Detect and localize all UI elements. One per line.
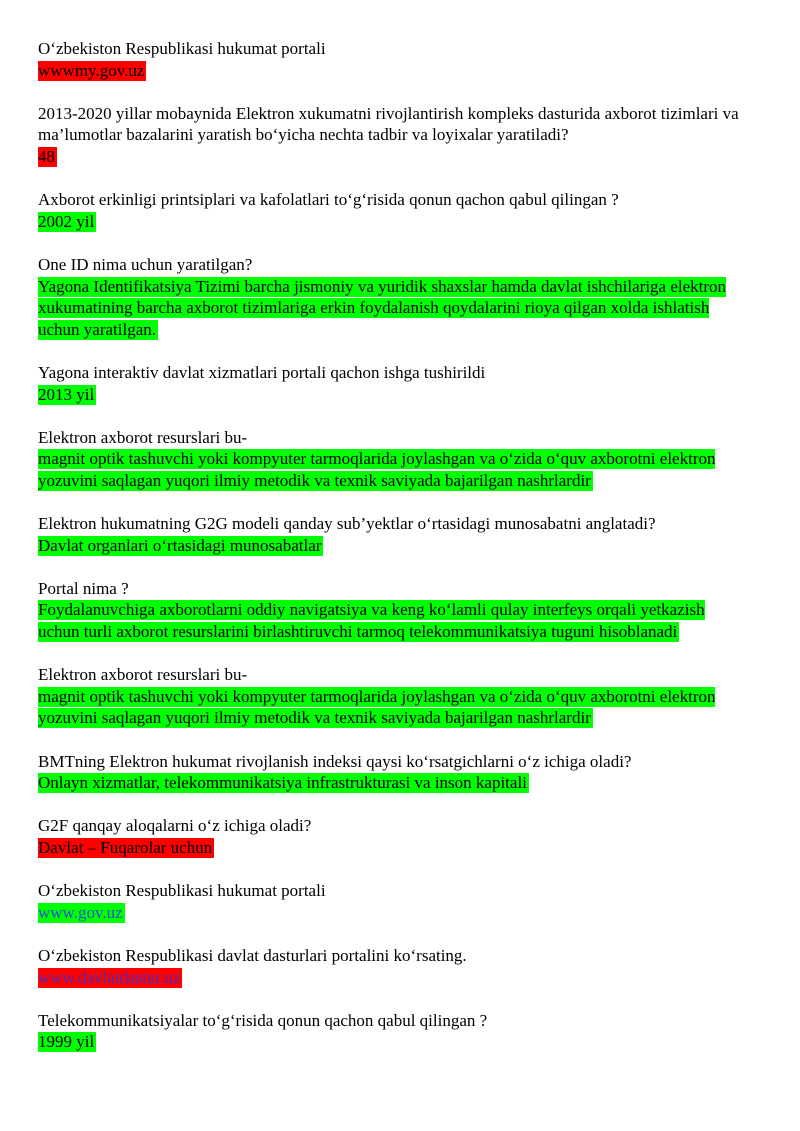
answer-line xyxy=(38,967,740,989)
answer-line xyxy=(38,211,740,233)
answer-text: 1999 yil xyxy=(38,1032,95,1052)
answer-line xyxy=(38,1031,740,1053)
answer-text: 2002 yil xyxy=(38,211,95,231)
answer-line xyxy=(38,599,740,642)
question-text: Elektron hukumatning G2G modeli qanday sub’yektlar o‘rtasidagi munosabatni anglatadi? xyxy=(38,514,656,534)
answer-line xyxy=(38,686,740,729)
qa-item xyxy=(38,664,740,729)
question-text: Elektron axborot resurslari bu- xyxy=(38,665,248,685)
answer-line xyxy=(38,535,740,557)
answer-line xyxy=(38,837,740,859)
question-text: Telekommunikatsiyalar to‘g‘risida qonun qachon qabul qilingan ? xyxy=(38,1010,488,1030)
answer-line xyxy=(38,384,740,406)
question-text: G2F qanqay aloqalarni o‘z ichiga oladi? xyxy=(38,816,312,836)
question-text: Yagona interaktiv davlat xizmatlari portali qachon ishga tushirildi xyxy=(38,362,486,382)
qa-item xyxy=(38,254,740,340)
qa-item xyxy=(38,427,740,492)
answer-line xyxy=(38,276,740,341)
qa-item xyxy=(38,362,740,405)
answer-text: Onlayn xizmatlar, telekommunikatsiya infrastrukturasi va inson kapitali xyxy=(38,773,527,793)
answer-link[interactable]: www.gov.uz xyxy=(38,902,123,922)
qa-item xyxy=(38,880,740,923)
question-text: O‘zbekiston Respublikasi hukumat portali xyxy=(38,881,326,901)
question-text: Portal nima ? xyxy=(38,578,129,598)
qa-item xyxy=(38,945,740,988)
answer-text: 2013 yil xyxy=(38,384,95,404)
answer-text: Davlat – Fuqarolar uchun xyxy=(38,837,213,857)
qa-list xyxy=(38,38,740,1053)
answer-line xyxy=(38,60,740,82)
answer-text: Foydalanuvchiga axborotlarni oddiy navigatsiya va keng ko‘lamli qulay interfeys orqali yetkazish uchun turli axborot resurslarini birlashtiruvchi tarmoq telekommunikatsiya tuguni hisoblanadi xyxy=(38,600,705,642)
qa-item xyxy=(38,815,740,858)
answer-link[interactable]: www.davlatdastur.uz xyxy=(38,967,181,987)
qa-item xyxy=(38,103,740,168)
question-text: 2013-2020 yillar mobaynida Elektron xukumatni rivojlantirish kompleks dasturida axborot tizimlari va ma’lumotlar bazalarini yaratish bo‘yicha nechta tadbir va loyixalar yaratiladi? xyxy=(38,103,739,145)
answer-line xyxy=(38,772,740,794)
answer-text: 48 xyxy=(38,146,55,166)
answer-text: magnit optik tashuvchi yoki kompyuter tarmoqlarida joylashgan va o‘zida o‘quv axborotni elektron yozuvini saqlagan yuqori ilmiy metodik va texnik saviyada bajarilgan nashrlardir xyxy=(38,686,716,728)
answer-text: Davlat organlari o‘rtasidagi munosabatlar xyxy=(38,535,322,555)
answer-text: magnit optik tashuvchi yoki kompyuter tarmoqlarida joylashgan va o‘zida o‘quv axborotni elektron yozuvini saqlagan yuqori ilmiy metodik va texnik saviyada bajarilgan nashrlardir xyxy=(38,449,716,490)
question-text: One ID nima uchun yaratilgan? xyxy=(38,254,253,274)
qa-item xyxy=(38,751,740,794)
answer-line xyxy=(38,146,740,168)
answer-text: Yagona Identifikatsiya Tizimi barcha jismoniy va yuridik shaxslar hamda davlat ishchilariga elektron xukumatining barcha axborot tizimlariga erkin foydalanish qoydalarini rioya qilgan xolda ishlatish uchun yaratilgan. xyxy=(38,276,727,339)
question-text: Axborot erkinligi printsiplari va kafolatlari to‘g‘risida qonun qachon qabul qilingan ? xyxy=(38,190,619,210)
answer-line xyxy=(38,448,740,491)
answer-text: wwwmy.gov.uz xyxy=(38,60,145,80)
qa-item xyxy=(38,578,740,643)
answer-line xyxy=(38,902,740,924)
question-text: O‘zbekiston Respublikasi hukumat portali xyxy=(38,39,326,58)
qa-item xyxy=(38,1010,740,1053)
qa-item xyxy=(38,38,740,81)
question-text: BMTning Elektron hukumat rivojlanish indeksi qaysi ko‘rsatgichlarni o‘z ichiga oladi? xyxy=(38,751,632,771)
qa-item xyxy=(38,189,740,232)
question-text: O‘zbekiston Respublikasi davlat dasturlari portalini ko‘rsating. xyxy=(38,945,467,965)
qa-item xyxy=(38,513,740,556)
question-text: Elektron axborot resurslari bu- xyxy=(38,427,248,447)
